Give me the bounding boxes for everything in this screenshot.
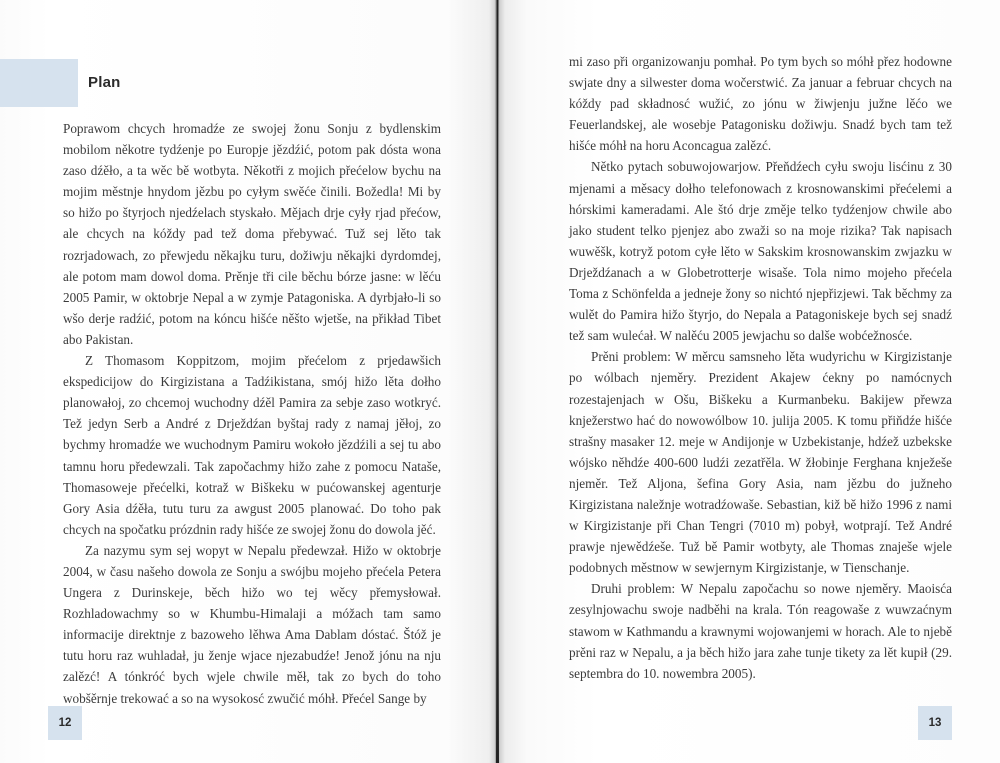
paragraph: Nětko pytach sobuwojowarjow. Přeňdźech cyłu swoju lisćinu z 30 mjenami a měsacy dołho telefonowach z krosnowanskimi přećelemi a hórskimi kameradami. Ale štó drje změje telko tydźenjow chwile abo jako student telko pjenjez abo zwaži so na moje rizika? Tak napisach wuwěšk, kotryž potom cyłe lěto w Sakskim krosnowanskim zwjazku w Drježdźanach a w Globetrotterje wisaše. Tola nimo mojeho přećela Toma z Schönfelda a jedneje žony so nichtó njepřizjewi. Tak běchmy za wulět do Pamira hižo štyrjo, do Nepala a Patagoniskeje bych sej snadź tež sam wulećał. W nalěću 2005 jewjachu so dalše wobćežnosće. bbox=[569, 159, 952, 344]
paragraph: mi zaso při organizowanju pomhał. Po tym bych so móhł přez hodowne swjate dny a silwester doma wočerstwić. Za januar a februar chcych na kóždy pad składnosć wužić, zo jónu w žiwjenju južne lěćo we Feuerlandskej, ale wosebje Patagonisku dožiwju. Snadź bych tam tež hišće móhł na horu Aconcagua zalězć. bbox=[569, 54, 952, 154]
paragraph: Z Thomasom Koppitzom, mojim přećelom z prjedawšich ekspedicijow do Kirgizistana a Tadźikistana, smój hižo lěta dołho planowałoj, zo chcemoj wuchodny dźěl Pamira za sebje zaso wotkryć. Tež jedyn Serb a André z Drježdźan byštaj rady z namaj jěłoj, zo bychmy hromadźe we wuchodnym Pamiru wokoło jězdźili a sej tu abo tamnu horu předewzali. Tak započachmy hižo zahe z pomocu Nataše, Thomasoweje přećelki, kotraž w Biškeku w pućowanskej agenturje Gory Asia dźěła, tutu turu za awgust 2005 planować. Do toho pak chcych na spočatku prózdnin rady hišće ze swojej žonu do dowola jěć. bbox=[63, 353, 441, 537]
paragraph: Poprawom chcych hromadźe ze swojej žonu Sonju z bydlenskim mobilom někotre tydźenje po Europje jězdźić, potom pak dósta wona zaso dźěło, a ta wěc bě wotbyta. Někotři z mojich přećelow bychu na mojim městnje hnydom jězbu po cyłym swěće činili. Božedla! Mi by so hižo po štyrjoch njedźelach styskało. Mějach drje cyły rjad přećow, ale chcych na kóždy pad tež doma přebywać. Tuž sej lěto tak rozrjadowach, zo přewjedu někajku turu, dožiwju někajki dyrdomdej, ale potom mam dowol doma. Prěnje tři cile běchu bórze jasne: w lěću 2005 Pamir, w oktobrje Nepal a w zymje Patagoniska. A dyrbjało-li so wšo derje radźić, potom na kóncu hišće něšto wjetše, na přikład Tibet abo Pakistan. bbox=[63, 121, 441, 347]
right-page bbox=[497, 0, 1000, 763]
page-number-left: 12 bbox=[48, 706, 82, 740]
paragraph: Prěni problem: W měrcu samsneho lěta wudyrichu w Kirgizistanje po wólbach njeměry. Prezident Akajew ćekny po namócnych rozestajenjach w Ošu, Biškeku a Kurmanbeku. Bakijew přewza knježerstwo hać do nowowólbow 10. julija 2005. K tomu přiňdźe hišće strašny masaker 12. meje w Andijonje w Uzbekistanje, hdźež uzbekske wójsko něhdźe 400-600 ludźi zezatřěla. W žłobinje Ferghana knježeše njeměr. Tež Aljona, šefina Gory Asia, nam jězbu do južneho Kirgizistana naležnje wotradźowaše. Sebastian, kiž bě hižo 1996 z nami w Kirgizistanje při Chan Tengri (7010 m) pobył, wotprají. Tež André prawje njewědźeše. Tuž bě Pamir wotbyty, ale Thomas znaješe wjele podobnych městnow w sewjernym Kirgizistanje, w Tienschanje. bbox=[569, 349, 952, 576]
right-page-text bbox=[569, 51, 952, 684]
left-page-text bbox=[63, 118, 441, 709]
left-page bbox=[0, 0, 497, 763]
paragraph: Druhi problem: W Nepalu započachu so nowe njeměry. Maoisća zesylnjowachu swoje nadběhi na krala. Tón reagowaše z wuwzaćnym stawom w Kathmandu a krawnymi wojowanjemi w horach. Ale to njebě prěni raz w Nepalu, a ja běch hižo jara zahe tunje tikety za lět kupił (29. septembra do 10. nowembra 2005). bbox=[569, 581, 952, 681]
heading-accent-block bbox=[0, 59, 78, 107]
paragraph: Za nazymu sym sej wopyt w Nepalu předewzał. Hižo w oktobrje 2004, w času našeho dowola ze Sonju a swójbu mojeho přećela Petera Ungera z Durinskeje, běch hižo wo tej wěcy přemysłował. Rozhladowachmy so w Khumbu-Himalaji a móžach tam samo informacije direktnje z bazoweho lěhwa Ama Dablam dóstać. Štóž je tutu horu raz wuhladał, ju ženje wjace njezabudźe! Jenož jónu na nju zalězć! A tónkróć bych wjele chwile měł, tak zo bych do toho wobšěrnje trekować a so na wysokosć zwučić móhł. Přećel Sange by bbox=[63, 542, 441, 706]
chapter-heading: Plan bbox=[88, 74, 121, 91]
page-number-right: 13 bbox=[918, 706, 952, 740]
